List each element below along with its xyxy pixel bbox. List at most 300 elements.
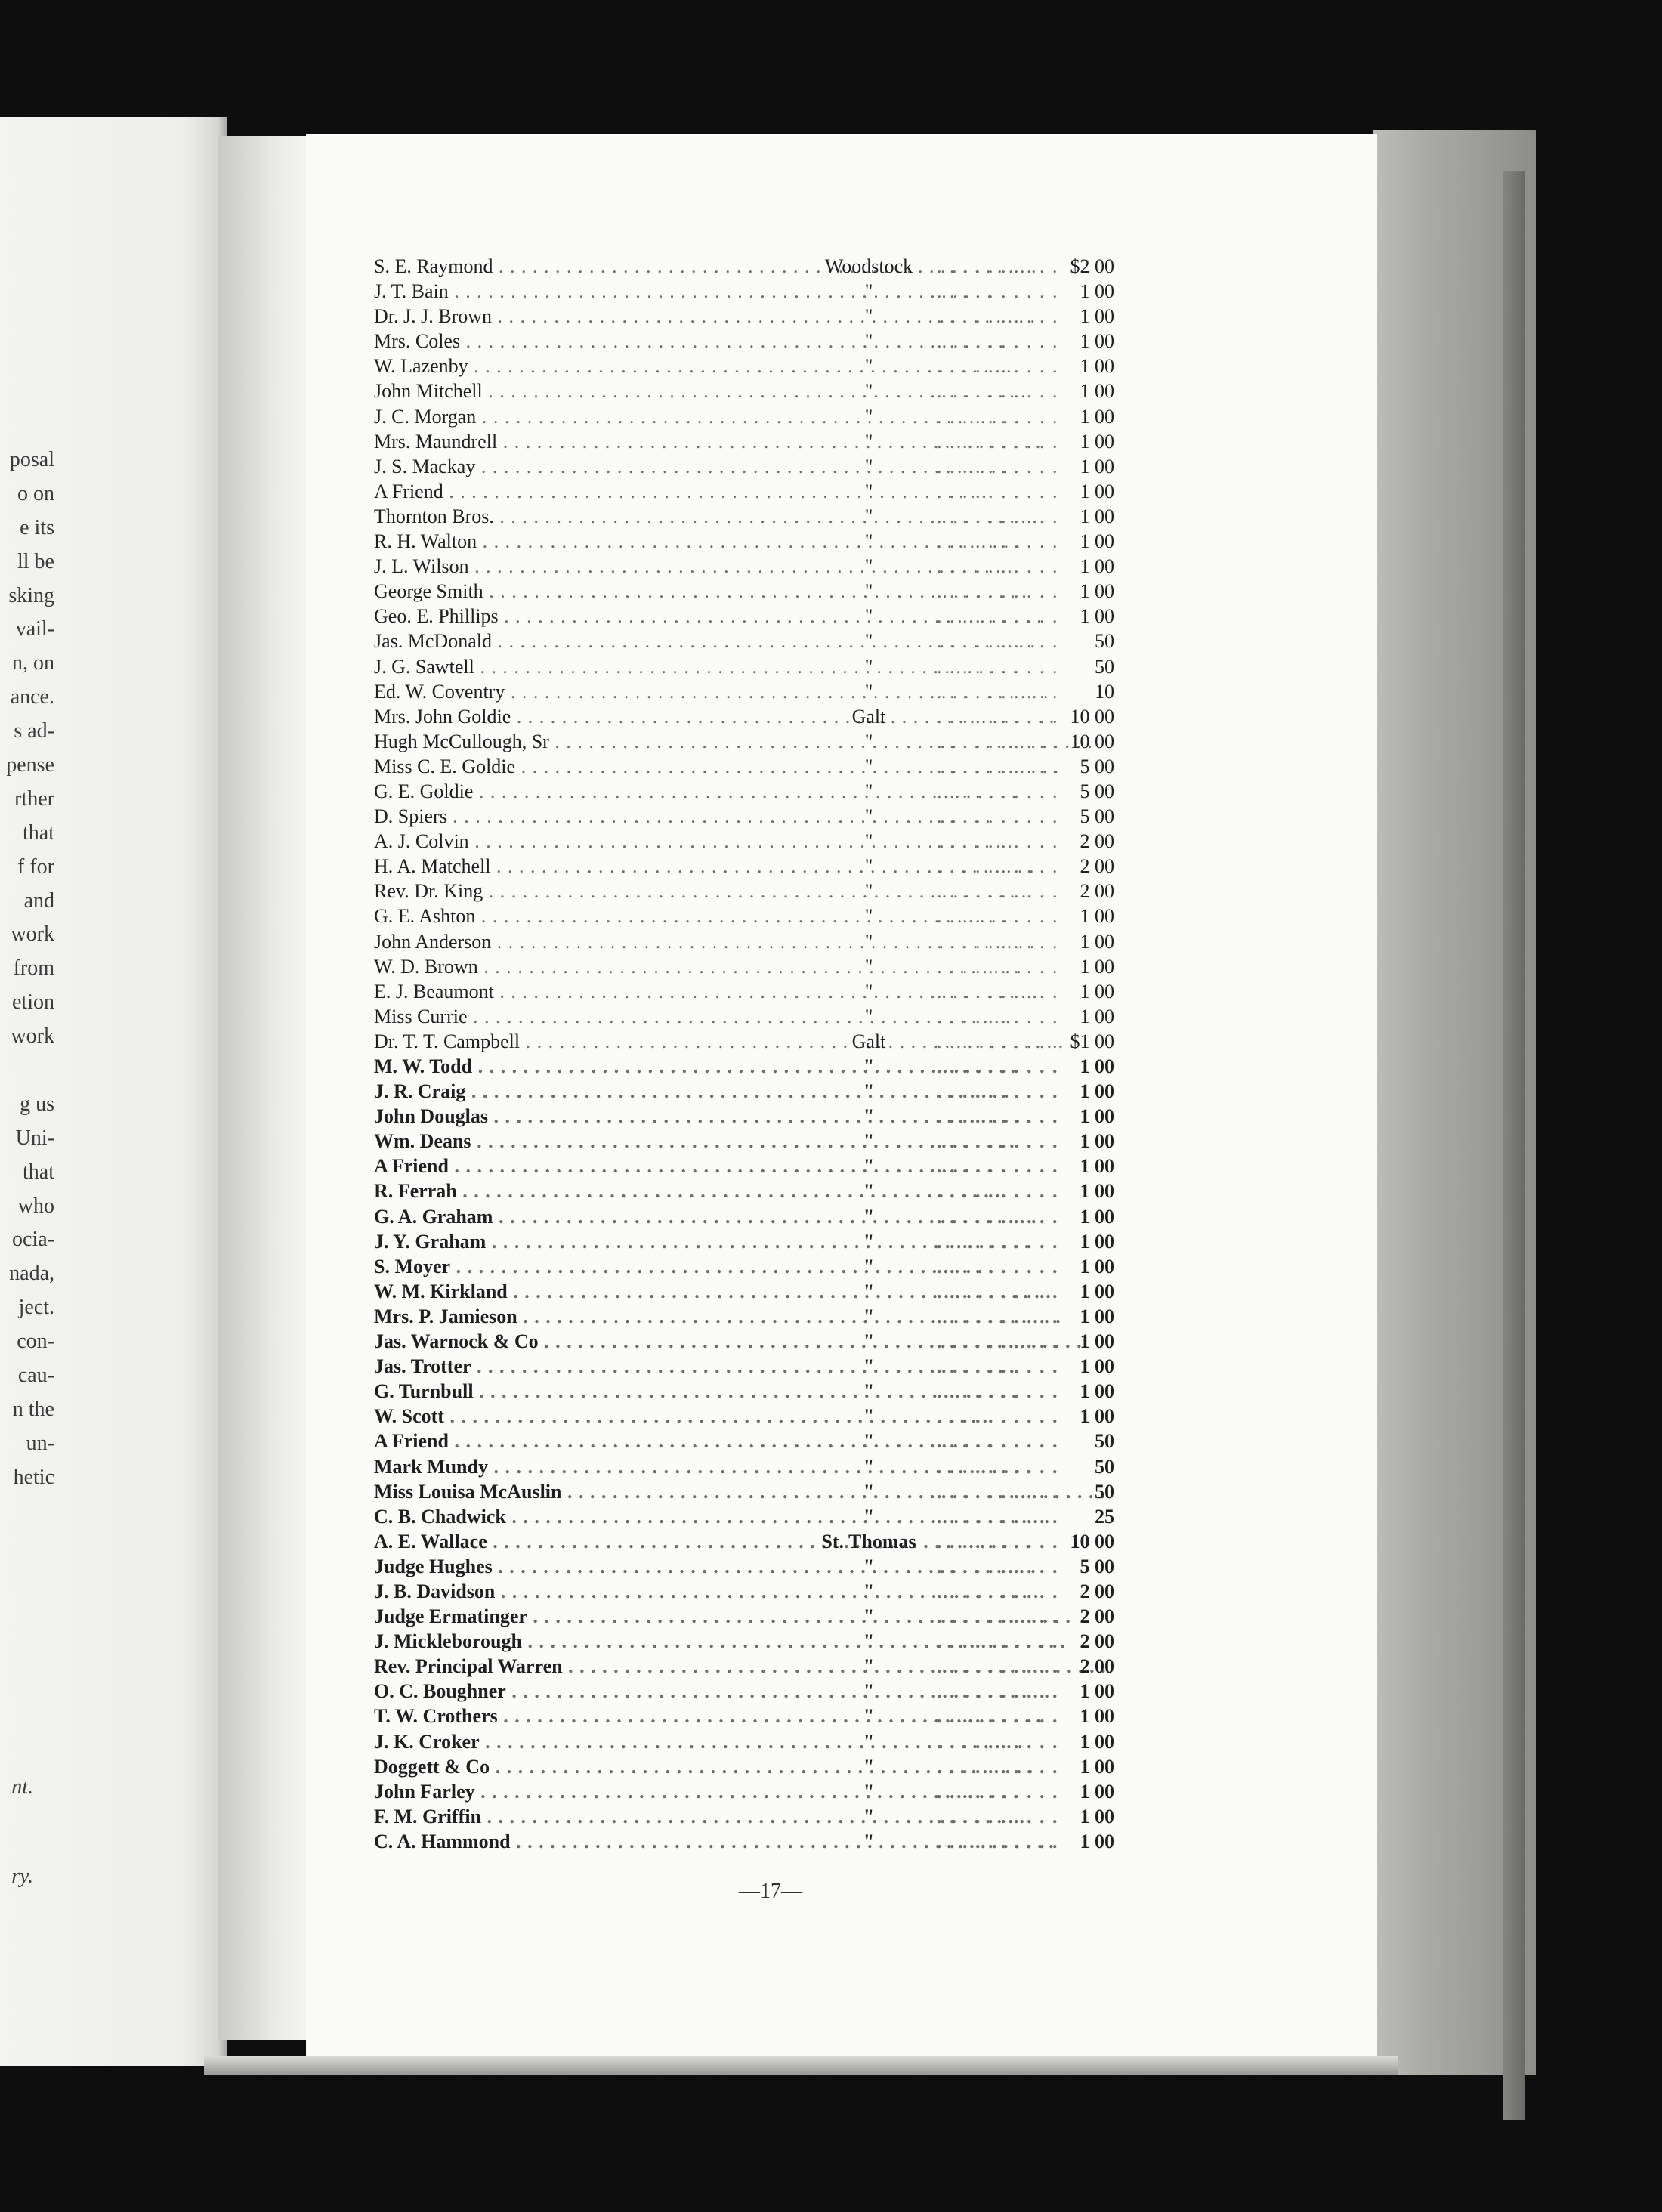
dot-leader: . . . . . . . . . . <box>937 805 1059 828</box>
subscriber-place: " <box>863 1580 875 1602</box>
subscription-amount: 1 00 <box>1080 1730 1114 1753</box>
book-gutter-shadow <box>218 136 316 2040</box>
dot-leader: . . . . . . . . . . <box>937 730 1059 752</box>
subscriber-place: " <box>864 555 873 578</box>
book-cover-edge <box>1503 171 1525 2120</box>
subscription-amount: 2 00 <box>1080 830 1114 853</box>
dot-leader: . . . . . . . . . . <box>937 1455 1059 1478</box>
subscriber-place: St. Thomas <box>821 1530 916 1552</box>
dot-leader: . . . . . . . . . . <box>937 330 1059 353</box>
subscriber-name: W. M. Kirkland . . . <box>374 1279 801 1304</box>
subscription-amount: 1 00 <box>1080 1680 1114 1703</box>
subscriber-place: " <box>863 1755 875 1778</box>
subscriber-place: " <box>864 380 873 403</box>
left-page-fragment: sking <box>8 583 54 607</box>
subscription-amount: 1 00 <box>1080 1305 1114 1327</box>
left-page-fragment: s ad- <box>14 719 54 743</box>
subscriber-name: M. W. Todd . . . <box>374 1054 801 1079</box>
list-item <box>374 1004 1129 1029</box>
list-item <box>374 729 1129 754</box>
subscriber-name: D. Spiers . . . <box>374 804 801 829</box>
dot-leader: . . . . . . . . . . <box>937 1805 1059 1827</box>
subscription-amount: 1 00 <box>1080 530 1114 553</box>
list-item <box>374 954 1129 979</box>
list-item <box>374 329 1129 354</box>
dot-leader: . . . . . . . . . . <box>937 1355 1059 1378</box>
subscriber-name: A Friend . . . <box>374 1429 801 1454</box>
subscriber-place: " <box>863 1555 875 1577</box>
left-page-fragment: work <box>11 922 54 947</box>
subscriber-name: A. J. Colvin . . . <box>374 829 801 854</box>
dot-leader: . . . . . . . . . . <box>937 1030 1059 1052</box>
subscription-amount: 1 00 <box>1080 1005 1114 1027</box>
subscription-amount: 1 00 <box>1080 905 1114 928</box>
subscriber-place: " <box>864 855 873 878</box>
subscriber-place: " <box>864 330 873 353</box>
dot-leader: . . . . . . . . . . <box>937 1055 1059 1077</box>
subscription-amount: 2 00 <box>1080 1630 1114 1653</box>
subscription-amount: 10 00 <box>1070 705 1114 728</box>
subscription-amount: 1 00 <box>1080 1155 1114 1178</box>
subscriber-name: Mrs. P. Jamieson . . . <box>374 1304 801 1329</box>
list-item <box>374 1729 1129 1754</box>
list-item <box>374 779 1129 804</box>
list-item <box>374 1454 1129 1479</box>
dot-leader: . . . . . . . . . . <box>937 1255 1059 1277</box>
list-item <box>374 1654 1129 1679</box>
left-page-fragment: and <box>23 888 54 913</box>
subscriber-place: " <box>863 1205 875 1228</box>
subscriber-place: " <box>863 1080 875 1103</box>
left-page <box>0 117 227 2066</box>
dot-leader: . . . . . . . . . . <box>937 1705 1059 1728</box>
subscription-amount: 10 00 <box>1070 730 1114 752</box>
subscriber-name: J. Mickleborough . . . <box>374 1629 801 1654</box>
subscription-amount: 5 00 <box>1080 805 1114 828</box>
list-item <box>374 1429 1129 1454</box>
dot-leader: . . . . . . . . . . <box>937 480 1059 502</box>
subscriber-place: " <box>864 655 873 678</box>
subscriber-place: " <box>863 1655 875 1678</box>
subscriber-name: E. J. Beaumont . . . <box>374 979 801 1004</box>
subscriber-place: " <box>863 1480 875 1503</box>
subscriber-name: Jas. Warnock & Co . . . <box>374 1329 801 1354</box>
subscription-amount: 50 <box>1095 1455 1114 1478</box>
list-item <box>374 1504 1129 1529</box>
subscriber-name: Miss C. E. Goldie . . . <box>374 754 801 779</box>
subscriber-place: " <box>864 1005 873 1027</box>
subscriber-name: J. L. Wilson . . . <box>374 554 801 579</box>
dot-leader: . . . . . . . . . . <box>937 680 1059 703</box>
subscriber-place: " <box>863 1280 875 1302</box>
subscriber-name: R. H. Walton . . . <box>374 529 801 554</box>
subscriber-place: " <box>863 1405 875 1428</box>
subscription-amount: 1 00 <box>1080 980 1114 1003</box>
left-page-fragment: un- <box>26 1431 54 1455</box>
dot-leader: . . . . . . . . . . <box>937 1080 1059 1103</box>
left-page-fragment: etion <box>12 990 54 1015</box>
left-page-fragment: vail- <box>15 617 54 641</box>
dot-leader: . . . . . . . . . . <box>937 405 1059 428</box>
list-item <box>374 1304 1129 1329</box>
list-item <box>374 1254 1129 1279</box>
subscriber-name: J. S. Mackay . . . <box>374 454 801 479</box>
subscription-amount: 2 00 <box>1080 1605 1114 1628</box>
list-item <box>374 1204 1129 1229</box>
subscriber-name: Jas. Trotter . . . <box>374 1354 801 1379</box>
subscriber-name: A Friend . . . <box>374 479 801 504</box>
subscription-amount: 1 00 <box>1080 1780 1114 1803</box>
dot-leader: . . . . . . . . . . <box>937 1780 1059 1803</box>
subscriber-place: " <box>864 880 873 903</box>
subscription-amount: 1 00 <box>1080 1055 1114 1077</box>
list-item <box>374 1529 1129 1554</box>
subscription-amount: 50 <box>1095 630 1114 653</box>
subscriber-name: Doggett & Co . . . <box>374 1754 801 1779</box>
dot-leader: . . . . . . . . . . <box>937 630 1059 653</box>
subscriber-place: " <box>864 455 873 477</box>
dot-leader: . . . . . . . . . . <box>937 930 1059 953</box>
subscriber-name: J. G. Sawtell . . . <box>374 654 801 679</box>
subscriber-place: " <box>863 1230 875 1253</box>
subscriber-place: " <box>863 1305 875 1327</box>
subscriber-place: Woodstock <box>824 255 913 277</box>
list-item <box>374 1779 1129 1804</box>
left-page-fragment: rther <box>14 786 54 811</box>
subscription-amount: 1 00 <box>1080 1755 1114 1778</box>
subscription-amount: 5 00 <box>1080 1555 1114 1577</box>
subscription-amount: 1 00 <box>1080 355 1114 378</box>
subscriber-place: " <box>863 1505 875 1528</box>
list-item <box>374 504 1129 529</box>
subscriber-place: " <box>864 605 873 628</box>
left-page-fragment: cau- <box>17 1364 54 1388</box>
subscriber-name: George Smith . . . <box>374 579 801 604</box>
subscriber-place: " <box>863 1180 875 1203</box>
subscription-amount: 1 00 <box>1080 1705 1114 1728</box>
subscriber-place: " <box>864 680 873 703</box>
subscriber-name: Jas. McDonald . . . <box>374 629 801 653</box>
subscriber-place: " <box>863 1355 875 1378</box>
left-page-fragment: pense <box>6 753 54 777</box>
subscription-amount: 10 <box>1095 680 1114 703</box>
dot-leader: . . . . . . . . . . <box>937 1280 1059 1302</box>
subscription-amount: $1 00 <box>1070 1030 1114 1052</box>
subscription-amount: 1 00 <box>1080 280 1114 303</box>
list-item <box>374 1029 1129 1054</box>
list-item <box>374 704 1129 729</box>
subscriber-name: S. E. Raymond . . . <box>374 254 801 279</box>
subscriber-place: Galt <box>851 1030 886 1052</box>
left-page-fragment: n the <box>12 1397 54 1421</box>
subscriber-name: G. E. Goldie . . . <box>374 779 801 804</box>
list-item <box>374 1629 1129 1654</box>
subscriber-name: A Friend . . . <box>374 1154 801 1179</box>
list-item <box>374 579 1129 604</box>
subscription-amount: 1 00 <box>1080 955 1114 978</box>
dot-leader: . . . . . . . . . . <box>937 605 1059 628</box>
subscription-amount: 1 00 <box>1080 1280 1114 1302</box>
subscriber-place: " <box>864 355 873 378</box>
subscriber-place: " <box>864 755 873 777</box>
subscriber-place: " <box>864 780 873 802</box>
page-bottom-edge <box>204 2056 1398 2075</box>
dot-leader: . . . . . . . . . . <box>937 1505 1059 1528</box>
dot-leader: . . . . . . . . . . <box>937 1755 1059 1778</box>
subscription-amount: 1 00 <box>1080 930 1114 953</box>
list-item <box>374 804 1129 829</box>
left-page-fragment: Uni- <box>15 1126 54 1150</box>
subscription-amount: 1 00 <box>1080 430 1114 453</box>
subscription-amount: 50 <box>1095 1430 1114 1453</box>
subscriber-name: Wm. Deans . . . <box>374 1129 801 1154</box>
left-page-fragment: ance. <box>10 685 54 709</box>
subscriber-place: " <box>863 1680 875 1703</box>
left-page-signature: nt. <box>11 1775 33 1799</box>
list-item <box>374 304 1129 329</box>
subscriber-place: " <box>863 1105 875 1128</box>
dot-leader: . . . . . . . . . . <box>937 1430 1059 1453</box>
subscription-amount: 2 00 <box>1080 855 1114 878</box>
dot-leader: . . . . . . . . . . <box>937 355 1059 378</box>
subscriber-name: Dr. T. T. Campbell . . . <box>374 1029 801 1054</box>
dot-leader: . . . . . . . . . . <box>937 755 1059 777</box>
list-item <box>374 1129 1129 1154</box>
subscriber-place: " <box>864 480 873 502</box>
subscriber-name: T. W. Crothers . . . <box>374 1704 801 1729</box>
list-item <box>374 604 1129 629</box>
subscriber-place: Galt <box>851 705 886 728</box>
left-page-fragment: posal <box>9 448 54 471</box>
list-item <box>374 754 1129 779</box>
dot-leader: . . . . . . . . . . <box>937 655 1059 678</box>
subscriber-place: " <box>863 1805 875 1827</box>
list-item <box>374 829 1129 854</box>
dot-leader: . . . . . . . . . . <box>937 1580 1059 1602</box>
subscriber-name: Rev. Principal Warren . . . <box>374 1654 801 1679</box>
subscriber-name: John Farley . . . <box>374 1779 801 1804</box>
list-item <box>374 1329 1129 1354</box>
subscriber-place: " <box>864 580 873 603</box>
subscriber-name: C. A. Hammond . . . <box>374 1829 801 1854</box>
subscriber-place: " <box>864 530 873 553</box>
subscriber-place: " <box>864 905 873 928</box>
list-item <box>374 1054 1129 1079</box>
list-item <box>374 1379 1129 1404</box>
list-item <box>374 1579 1129 1604</box>
subscription-amount: 1 00 <box>1080 1130 1114 1153</box>
dot-leader: . . . . . . . . . . <box>937 280 1059 303</box>
list-item <box>374 1404 1129 1429</box>
subscription-amount: 5 00 <box>1080 780 1114 802</box>
dot-leader: . . . . . . . . . . <box>937 1230 1059 1253</box>
subscriber-place: " <box>863 1330 875 1353</box>
left-page-text-fragments <box>0 443 54 1495</box>
left-page-fragment: that <box>23 1160 54 1184</box>
subscriber-name: Geo. E. Phillips . . . <box>374 604 801 629</box>
left-page-fragment: con- <box>17 1330 54 1354</box>
subscriber-name: H. A. Matchell . . . <box>374 854 801 879</box>
subscriber-name: Judge Ermatinger . . . <box>374 1604 801 1629</box>
subscriber-name: J. C. Morgan . . . <box>374 404 801 429</box>
subscriber-name: Rev. Dr. King . . . <box>374 879 801 904</box>
subscription-amount: 1 00 <box>1080 1080 1114 1103</box>
dot-leader: . . . . . . . . . . <box>937 1830 1059 1852</box>
subscription-amount: 2 00 <box>1080 880 1114 903</box>
dot-leader: . . . . . . . . . . <box>937 580 1059 603</box>
subscriber-place: " <box>863 1605 875 1628</box>
page-number: —17— <box>739 1880 802 1903</box>
list-item <box>374 1754 1129 1779</box>
dot-leader: . . . . . . . . . . <box>937 1205 1059 1228</box>
subscription-amount: 1 00 <box>1080 580 1114 603</box>
dot-leader: . . . . . . . . . . <box>937 1405 1059 1428</box>
subscriber-name: Thornton Bros. . . . <box>374 504 801 529</box>
subscriber-name: G. Turnbull . . . <box>374 1379 801 1404</box>
list-item <box>374 1279 1129 1304</box>
list-item <box>374 1479 1129 1504</box>
dot-leader: . . . . . . . . . . <box>937 1330 1059 1353</box>
subscription-amount: 1 00 <box>1080 1330 1114 1353</box>
list-item <box>374 1554 1129 1579</box>
subscriber-place: " <box>864 405 873 428</box>
subscription-amount: 1 00 <box>1080 1230 1114 1253</box>
left-page-fragment <box>0 1054 54 1088</box>
dot-leader: . . . . . . . . . . <box>937 1605 1059 1628</box>
list-item <box>374 904 1129 928</box>
list-item <box>374 279 1129 304</box>
list-item <box>374 1354 1129 1379</box>
dot-leader: . . . . . . . . . . <box>937 380 1059 403</box>
subscriber-name: Mrs. Maundrell . . . <box>374 429 801 454</box>
subscription-amount: 1 00 <box>1080 330 1114 353</box>
subscriber-name: G. A. Graham . . . <box>374 1204 801 1229</box>
dot-leader: . . . . . . . . . . <box>937 1155 1059 1178</box>
subscriber-place: " <box>864 955 873 978</box>
dot-leader: . . . . . . . . . . <box>937 1680 1059 1703</box>
list-item <box>374 879 1129 904</box>
subscriber-name: J. R. Craig . . . <box>374 1079 801 1104</box>
left-page-fragment: work <box>11 1024 54 1049</box>
subscription-amount: 1 00 <box>1080 1830 1114 1852</box>
dot-leader: . . . . . . . . . . <box>937 505 1059 527</box>
dot-leader: . . . . . . . . . . <box>937 1105 1059 1128</box>
subscriber-place: " <box>864 305 873 328</box>
subscriber-name: S. Moyer . . . <box>374 1254 801 1279</box>
list-item <box>374 1804 1129 1829</box>
subscriber-place: " <box>863 1380 875 1403</box>
subscription-amount: 1 00 <box>1080 605 1114 628</box>
subscriber-place: " <box>864 980 873 1003</box>
subscriber-name: C. B. Chadwick . . . <box>374 1504 801 1529</box>
subscriber-place: " <box>864 805 873 828</box>
dot-leader: . . . . . . . . . . <box>937 455 1059 477</box>
list-item <box>374 1154 1129 1179</box>
subscription-amount: 1 00 <box>1080 1105 1114 1128</box>
subscription-amount: 1 00 <box>1080 1805 1114 1827</box>
dot-leader: . . . . . . . . . . <box>937 1180 1059 1203</box>
list-item <box>374 378 1129 403</box>
subscriber-name: Judge Hughes . . . <box>374 1554 801 1579</box>
subscriber-name: Ed. W. Coventry . . . <box>374 679 801 704</box>
list-item <box>374 354 1129 378</box>
subscription-list <box>374 254 1129 1854</box>
left-page-signature-fragments <box>0 1775 33 1954</box>
list-item <box>374 979 1129 1004</box>
list-item <box>374 929 1129 954</box>
subscriber-place: " <box>864 830 873 853</box>
left-page-fragment: ocia- <box>12 1228 54 1252</box>
list-item <box>374 854 1129 879</box>
subscriber-place: " <box>863 1130 875 1153</box>
subscriber-place: " <box>864 280 873 303</box>
dot-leader: . . . . . . . . . . <box>937 1530 1059 1552</box>
dot-leader: . . . . . . . . . . <box>937 530 1059 553</box>
subscriber-place: " <box>863 1430 875 1453</box>
subscriber-place: " <box>864 505 873 527</box>
subscriber-name: John Douglas . . . <box>374 1104 801 1129</box>
left-page-fragment: that <box>23 820 54 845</box>
dot-leader: . . . . . . . . . . <box>937 905 1059 928</box>
list-item <box>374 1079 1129 1104</box>
subscription-amount: $2 00 <box>1070 255 1114 277</box>
subscriber-name: A. E. Wallace . . . <box>374 1529 801 1554</box>
list-item <box>374 479 1129 504</box>
left-page-fragment: e its <box>20 515 54 539</box>
left-page-fragment: f for <box>17 854 54 879</box>
subscription-amount: 5 00 <box>1080 755 1114 777</box>
subscriber-place: " <box>863 1730 875 1753</box>
dot-leader: . . . . . . . . . . <box>937 1380 1059 1403</box>
dot-leader: . . . . . . . . . . <box>937 305 1059 328</box>
subscriber-name: John Mitchell . . . <box>374 378 801 403</box>
subscription-amount: 50 <box>1095 1480 1114 1503</box>
subscription-amount: 1 00 <box>1080 1380 1114 1403</box>
dot-leader: . . . . . . . . . . <box>937 830 1059 853</box>
subscription-amount: 1 00 <box>1080 480 1114 502</box>
subscription-amount: 1 00 <box>1080 405 1114 428</box>
dot-leader: . . . . . . . . . . <box>937 1480 1059 1503</box>
subscriber-name: F. M. Griffin . . . <box>374 1804 801 1829</box>
subscriber-place: " <box>863 1780 875 1803</box>
dot-leader: . . . . . . . . . . <box>937 1555 1059 1577</box>
list-item <box>374 1604 1129 1629</box>
list-item <box>374 1704 1129 1729</box>
list-item <box>374 429 1129 454</box>
subscription-amount: 1 00 <box>1080 1180 1114 1203</box>
subscription-amount: 25 <box>1095 1505 1114 1528</box>
subscription-amount: 10 00 <box>1070 1530 1114 1552</box>
list-item <box>374 554 1129 579</box>
left-page-signature: ry. <box>11 1864 33 1888</box>
subscription-amount: 1 00 <box>1080 555 1114 578</box>
subscriber-name: Hugh McCullough, Sr . . . <box>374 729 801 754</box>
dot-leader: . . . . . . . . . . <box>937 980 1059 1003</box>
subscriber-place: " <box>863 1455 875 1478</box>
dot-leader: . . . . . . . . . . <box>937 1305 1059 1327</box>
list-item <box>374 1829 1129 1854</box>
subscriber-place: " <box>863 1830 875 1852</box>
subscriber-name: Miss Louisa McAuslin . . . <box>374 1479 801 1504</box>
subscriber-name: J. Y. Graham . . . <box>374 1229 801 1254</box>
dot-leader: . . . . . . . . . . <box>937 880 1059 903</box>
subscriber-place: " <box>864 730 873 752</box>
dot-leader: . . . . . . . . . . <box>937 1130 1059 1153</box>
subscription-amount: 1 00 <box>1080 1205 1114 1228</box>
subscriber-place: " <box>863 1630 875 1653</box>
subscription-amount: 2 00 <box>1080 1655 1114 1678</box>
subscriber-place: " <box>864 630 873 653</box>
